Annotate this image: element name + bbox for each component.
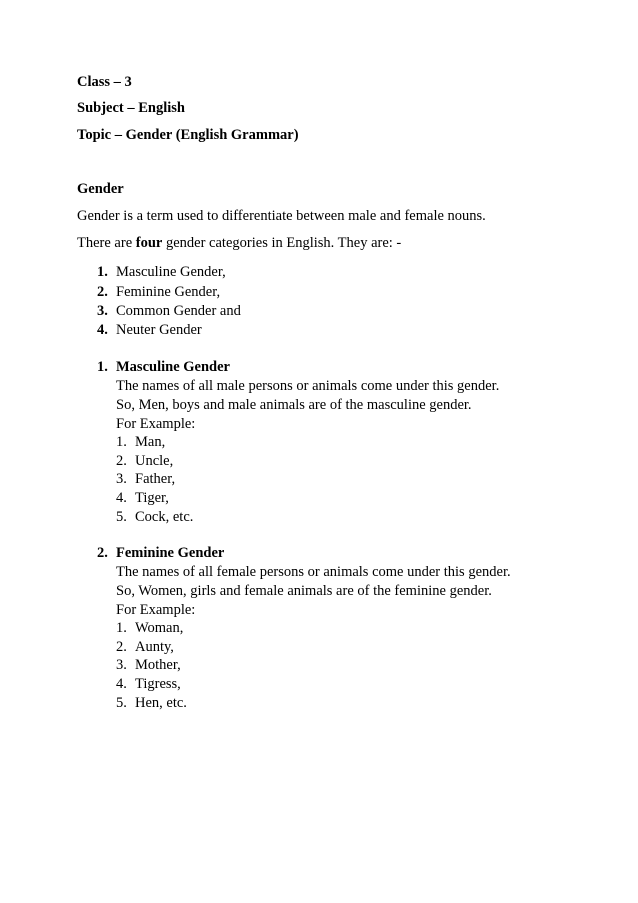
category-item <box>97 263 226 281</box>
example-item <box>116 489 169 507</box>
section-desc: The names of all female persons or animals come under this gender. <box>116 564 511 580</box>
section-desc: The names of all male persons or animals come under this gender. <box>116 378 500 394</box>
categories-suffix: gender categories in English. They are: - <box>162 235 402 251</box>
category-number: 2. <box>97 284 108 300</box>
category-text: Masculine Gender, <box>116 264 226 280</box>
example-text: Mother, <box>135 657 181 673</box>
example-item <box>116 694 187 712</box>
categories-count: four <box>135 235 163 251</box>
example-number: 4. <box>116 490 127 506</box>
category-item <box>97 302 241 320</box>
section-number: 2. <box>97 545 108 561</box>
subject-line: Subject – English <box>77 100 185 116</box>
gender-heading: Gender <box>77 181 124 197</box>
topic-line: Topic – Gender (English Grammar) <box>77 127 299 143</box>
example-number: 4. <box>116 676 127 692</box>
example-label: For Example: <box>116 602 196 618</box>
section-number: 1. <box>97 359 108 375</box>
example-item <box>116 452 173 470</box>
example-text: Woman, <box>135 620 184 636</box>
category-item <box>97 321 202 339</box>
example-item <box>116 656 181 674</box>
class-line: Class – 3 <box>77 74 132 90</box>
example-item <box>116 508 193 526</box>
example-text: Tiger, <box>135 490 169 506</box>
example-number: 5. <box>116 695 127 711</box>
example-number: 5. <box>116 509 127 525</box>
section-heading-feminine <box>97 544 224 562</box>
example-text: Father, <box>135 471 176 487</box>
example-text: Hen, etc. <box>135 695 187 711</box>
category-text: Feminine Gender, <box>116 284 221 300</box>
section-title: Masculine Gender <box>116 359 230 375</box>
example-number: 3. <box>116 471 127 487</box>
example-number: 3. <box>116 657 127 673</box>
category-item <box>97 283 220 301</box>
example-item <box>116 619 183 637</box>
example-text: Cock, etc. <box>135 509 194 525</box>
category-number: 1. <box>97 264 108 280</box>
category-number: 3. <box>97 303 108 319</box>
example-number: 1. <box>116 620 127 636</box>
example-text: Man, <box>135 434 166 450</box>
category-text: Common Gender and <box>116 303 241 319</box>
example-item <box>116 675 181 693</box>
example-label: For Example: <box>116 416 196 432</box>
category-text: Neuter Gender <box>116 322 202 338</box>
categories-prefix: There are <box>77 235 136 251</box>
example-text: Uncle, <box>135 453 174 469</box>
section-desc: So, Men, boys and male animals are of the masculine gender. <box>116 397 472 413</box>
gender-definition: Gender is a term used to differentiate between male and female nouns. <box>77 208 486 224</box>
example-number: 2. <box>116 453 127 469</box>
section-title: Feminine Gender <box>116 545 225 561</box>
example-text: Tigress, <box>135 676 181 692</box>
section-desc: So, Women, girls and female animals are of the feminine gender. <box>116 583 492 599</box>
example-item <box>116 638 174 656</box>
example-number: 1. <box>116 434 127 450</box>
section-heading-masculine <box>97 358 230 376</box>
example-text: Aunty, <box>135 639 174 655</box>
example-item <box>116 433 165 451</box>
category-number: 4. <box>97 322 108 338</box>
example-item <box>116 470 175 488</box>
categories-sentence <box>77 234 401 252</box>
example-number: 2. <box>116 639 127 655</box>
